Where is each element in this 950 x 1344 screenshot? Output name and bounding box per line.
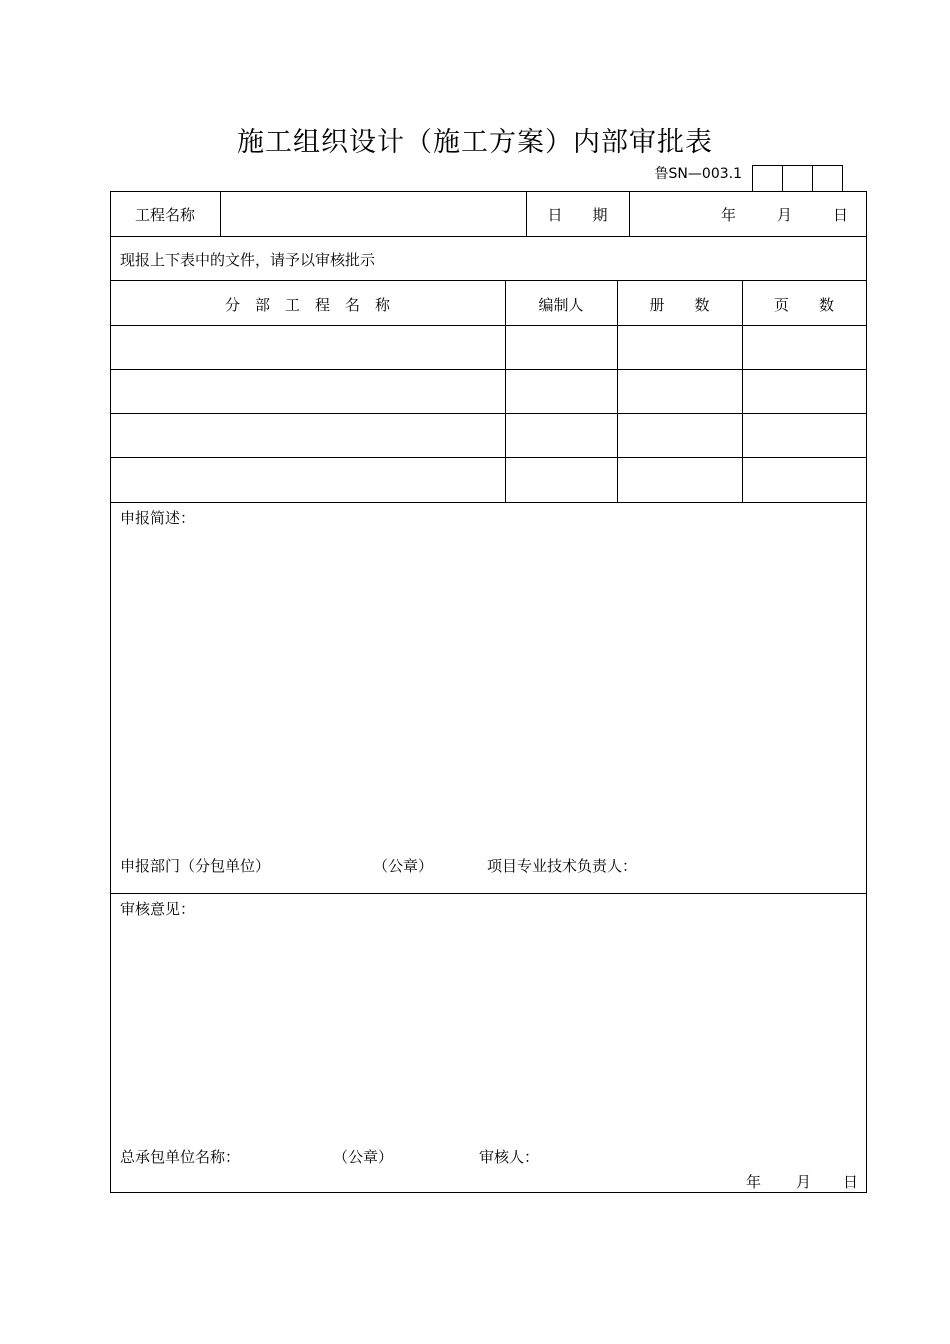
table-cell[interactable] — [115, 427, 500, 447]
frame-left — [110, 191, 111, 1193]
table-cell[interactable] — [510, 427, 612, 447]
review-date-day: 日 — [843, 1173, 859, 1191]
divider — [110, 413, 867, 414]
review-opinion-area[interactable] — [120, 923, 855, 1133]
report-dept-label: 申报部门（分包单位） — [120, 857, 271, 875]
table-cell[interactable] — [622, 383, 737, 403]
code-box[interactable] — [783, 166, 813, 191]
divider — [505, 280, 506, 502]
date-year: 年 — [721, 206, 737, 224]
table-cell[interactable] — [115, 471, 500, 491]
table-cell[interactable] — [115, 339, 500, 359]
divider — [110, 893, 867, 894]
col-header-author: 编制人 — [538, 296, 584, 314]
code-box[interactable] — [813, 166, 842, 191]
review-date-year: 年 — [746, 1173, 762, 1191]
divider — [110, 369, 867, 370]
code-box[interactable] — [753, 166, 783, 191]
table-cell[interactable] — [115, 383, 500, 403]
divider — [617, 280, 618, 502]
divider — [110, 457, 867, 458]
project-name-label: 工程名称 — [134, 206, 195, 224]
divider — [110, 502, 867, 503]
table-cell[interactable] — [510, 383, 612, 403]
report-summary-area[interactable] — [120, 532, 855, 842]
date-day: 日 — [833, 206, 849, 224]
review-date-month: 月 — [796, 1173, 812, 1191]
table-cell[interactable] — [510, 339, 612, 359]
table-cell[interactable] — [622, 339, 737, 359]
col-header-volumes: 册 数 — [649, 296, 710, 314]
table-cell[interactable] — [747, 471, 861, 491]
divider — [220, 191, 221, 236]
date-label: 日 期 — [547, 206, 608, 224]
report-summary-label: 申报简述： — [120, 509, 196, 527]
form-code-boxes[interactable] — [752, 165, 843, 191]
review-seal-label: （公章） — [333, 1148, 394, 1166]
table-cell[interactable] — [747, 427, 861, 447]
request-text: 现报上下表中的文件，请予以审核批示 — [120, 251, 376, 269]
table-cell[interactable] — [510, 471, 612, 491]
divider — [629, 191, 630, 236]
report-seal-label: （公章） — [373, 857, 434, 875]
divider — [742, 280, 743, 502]
project-name-field[interactable] — [230, 204, 520, 224]
divider — [110, 325, 867, 326]
reviewer-label: 审核人： — [479, 1148, 540, 1166]
contractor-name-label: 总承包单位名称： — [120, 1148, 241, 1166]
table-cell[interactable] — [622, 471, 737, 491]
table-cell[interactable] — [747, 383, 861, 403]
divider — [110, 280, 867, 281]
table-cell[interactable] — [747, 339, 861, 359]
frame-right — [866, 191, 867, 1193]
table-cell[interactable] — [622, 427, 737, 447]
page-title: 施工组织设计（施工方案）内部审批表 — [237, 127, 713, 158]
frame-top — [110, 191, 867, 192]
form-code: 鲁SN—003.1 — [654, 166, 742, 182]
review-opinion-label: 审核意见： — [120, 900, 196, 918]
divider — [110, 236, 867, 237]
tech-lead-label: 项目专业技术负责人： — [487, 857, 638, 875]
frame-bottom — [110, 1192, 867, 1193]
date-month: 月 — [777, 206, 793, 224]
col-header-pages: 页 数 — [773, 296, 834, 314]
col-header-subproject: 分 部 工 程 名 称 — [224, 296, 390, 314]
